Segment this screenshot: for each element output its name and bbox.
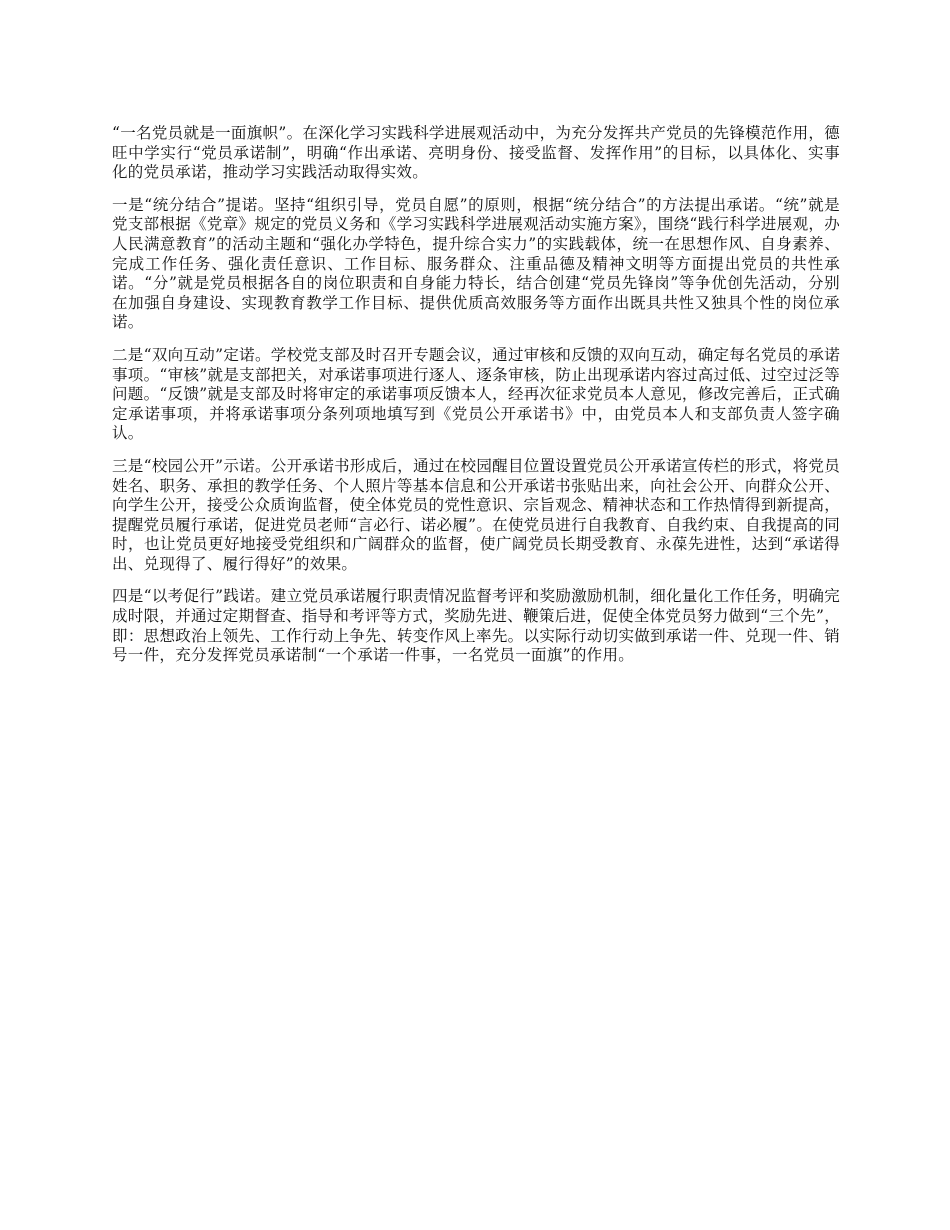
paragraph-point-4: 四是“以考促行”践诺。建立党员承诺履行职责情况监督考评和奖励激励机制，细化量化工作任务，明确完成时限，并通过定期督查、指导和考评等方式，奖励先进、鞭策后进，促使全体党员努力做到“三个先”，即：思想政治上领先、工作行动上争先、转变作风上率先。以实际行动切实做到承诺一件、兑现一件、销号一件，充分发挥党员承诺制“一个承诺一件事，一名党员一面旗”的作用。 bbox=[112, 587, 840, 665]
paragraph-point-1: 一是“统分结合”提诺。坚持“组织引导，党员自愿”的原则，根据“统分结合”的方法提出承诺。“统”就是党支部根据《党章》规定的党员义务和《学习实践科学进展观活动实施方案》，围绕“践行科学进展观，办人民满意教育”的活动主题和“强化办学特色，提升综合实力”的实践载体，统一在思想作风、自身素养、完成工作任务、强化责任意识、工作目标、服务群众、注重品德及精神文明等方面提出党员的共性承诺。“分”就是党员根据各自的岗位职责和自身能力特长，结合创建“党员先锋岗”等争优创先活动，分别在加强自身建设、实现教育教学工作目标、提供优质高效服务等方面作出既具共性又独具个性的岗位承诺。 bbox=[112, 195, 840, 332]
document-body bbox=[112, 124, 840, 679]
paragraph-point-3: 三是“校园公开”示诺。公开承诺书形成后，通过在校园醒目位置设置党员公开承诺宣传栏的形式，将党员姓名、职务、承担的教学任务、个人照片等基本信息和公开承诺书张贴出来，向社会公开、向群众公开、向学生公开，接受公众质询监督，使全体党员的党性意识、宗旨观念、精神状态和工作热情得到新提高，提醒党员履行承诺，促进党员老师“言必行、诺必履”。在使党员进行自我教育、自我约束、自我提高的同时，也让党员更好地接受党组织和广阔群众的监督，使广阔党员长期受教育、永葆先进性，达到“承诺得出、兑现得了、履行得好”的效果。 bbox=[112, 456, 840, 573]
paragraph-point-2: 二是“双向互动”定诺。学校党支部及时召开专题会议，通过审核和反馈的双向互动，确定每名党员的承诺事项。“审核”就是支部把关，对承诺事项进行逐人、逐条审核，防止出现承诺内容过高过低、过空过泛等问题。“反馈”就是支部及时将审定的承诺事项反馈本人，经再次征求党员本人意见，修改完善后，正式确定承诺事项，并将承诺事项分条列项地填写到《党员公开承诺书》中，由党员本人和支部负责人签字确认。 bbox=[112, 345, 840, 443]
paragraph-intro: “一名党员就是一面旗帜”。在深化学习实践科学进展观活动中，为充分发挥共产党员的先锋模范作用，德旺中学实行“党员承诺制”，明确“作出承诺、亮明身份、接受监督、发挥作用”的目标，以具体化、实事化的党员承诺，推动学习实践活动取得实效。 bbox=[112, 124, 840, 182]
